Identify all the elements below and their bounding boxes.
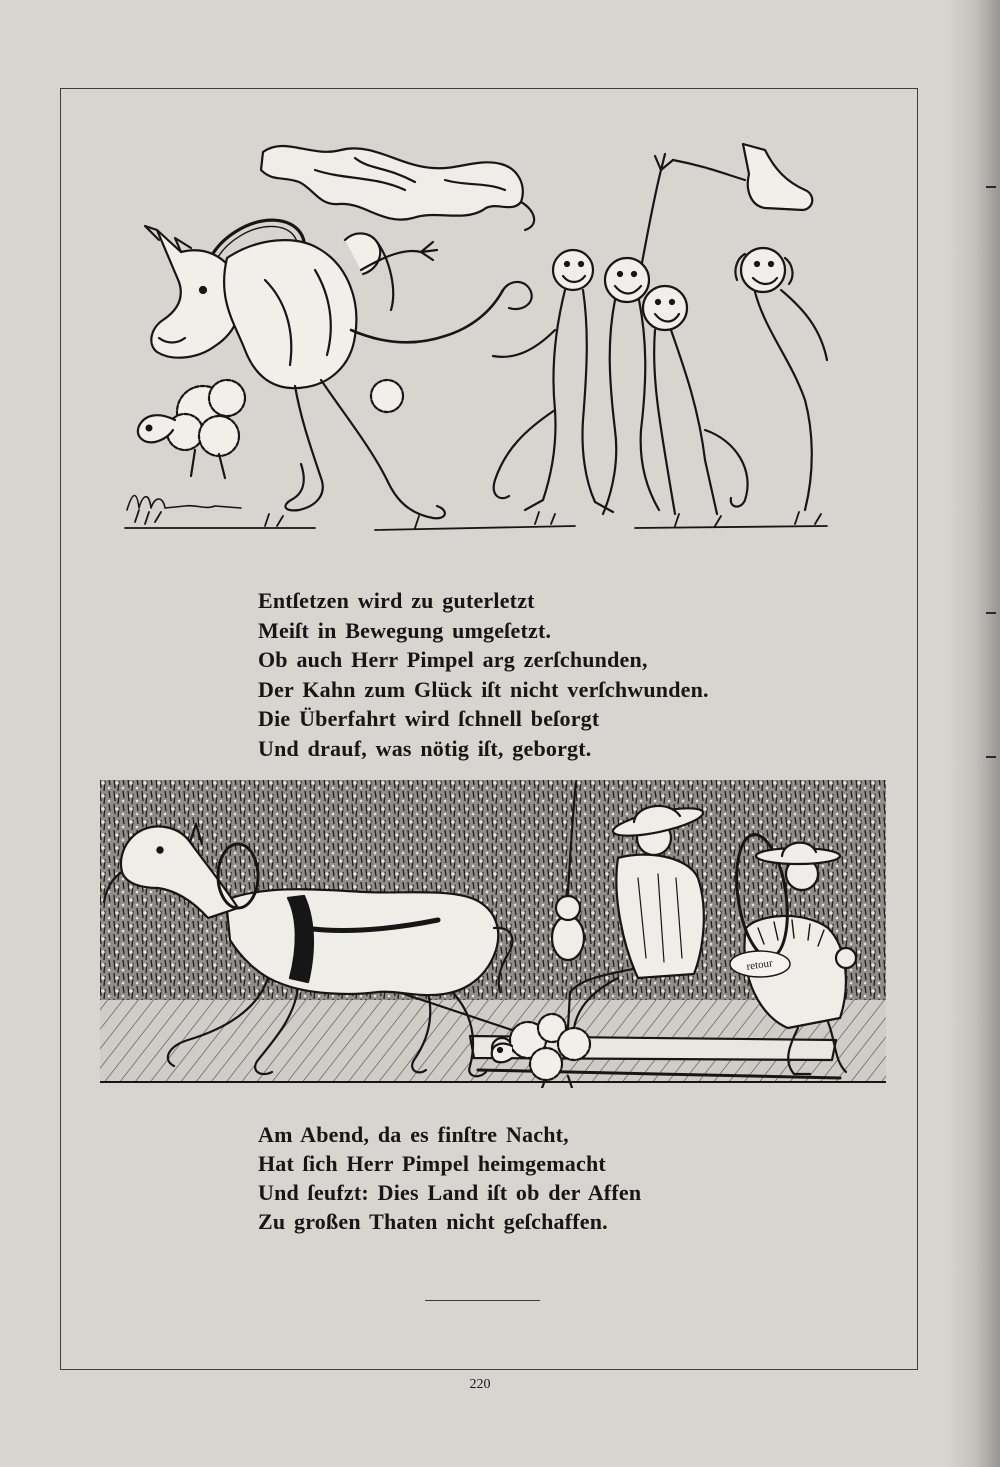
binding-mark bbox=[986, 612, 996, 614]
monkey-2 bbox=[603, 154, 745, 514]
stanza-2 bbox=[258, 1120, 641, 1236]
verse-line: Der Kahn zum Glück iſt nicht verſchwunden. bbox=[258, 676, 709, 702]
verse-line: Und ſeufzt: Dies Land iſt ob der Affen bbox=[258, 1180, 642, 1205]
signature-scribble bbox=[127, 496, 241, 511]
verse-line: Die Überfahrt wird ſchnell beſorgt bbox=[258, 706, 600, 731]
monkey-3 bbox=[643, 286, 748, 514]
tumbling-figure bbox=[224, 233, 532, 518]
binding-shadow bbox=[948, 0, 1000, 1467]
verse-line: Entſetzen wird zu guterletzt bbox=[258, 588, 535, 613]
monkey-4 bbox=[735, 248, 827, 510]
small-monkey bbox=[552, 896, 584, 960]
page-number: 220 bbox=[469, 1377, 491, 1392]
boot bbox=[743, 144, 812, 210]
monkey-1 bbox=[493, 250, 613, 512]
flying-garment bbox=[261, 146, 534, 230]
top-illustration bbox=[115, 130, 835, 550]
stanza-1 bbox=[258, 586, 709, 763]
verse-line: Am Abend, da es finſtre Nacht, bbox=[258, 1122, 569, 1147]
binding-mark bbox=[986, 756, 996, 758]
binding-mark bbox=[986, 186, 996, 188]
end-rule bbox=[425, 1300, 540, 1301]
verse-line: Hat ſich Herr Pimpel heimgemacht bbox=[258, 1151, 606, 1176]
ground-grass bbox=[125, 510, 827, 530]
verse-line: Ob auch Herr Pimpel arg zerſchunden, bbox=[258, 647, 648, 672]
poodle-tail-puff bbox=[371, 380, 403, 412]
bottom-illustration bbox=[98, 778, 888, 1088]
verse-line: Meiſt in Bewegung umgeſetzt. bbox=[258, 617, 552, 643]
verse-line: Und drauf, was nötig iſt, geborgt. bbox=[258, 735, 592, 761]
poodle-left bbox=[138, 380, 245, 478]
verse-line: Zu großen Thaten nicht geſchaffen. bbox=[258, 1209, 608, 1234]
retour-label: retour bbox=[745, 957, 774, 973]
